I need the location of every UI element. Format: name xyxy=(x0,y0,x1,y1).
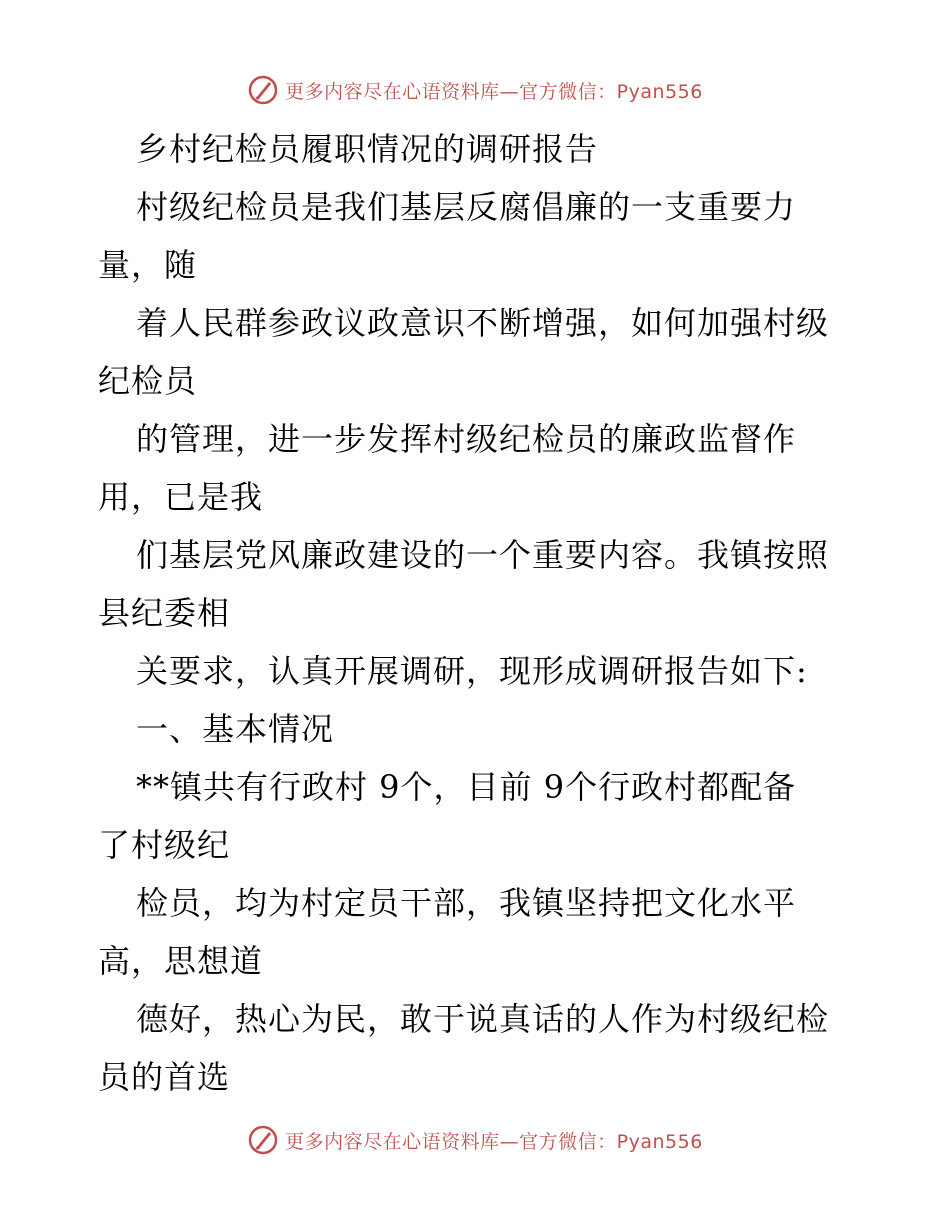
document-line: 了村级纪 xyxy=(98,826,231,864)
document-line: 用，已是我 xyxy=(98,478,264,516)
quill-logo-icon xyxy=(247,74,279,106)
document-line: **镇共有行政村 9个，目前 9个行政村都配备 xyxy=(136,768,797,806)
document-line: 检员，均为村定员干部，我镇坚持把文化水平 xyxy=(136,884,797,922)
footer-watermark-text: 更多内容尽在心语资料库—官方微信：Pyan556 xyxy=(285,1130,703,1153)
document-line: 关要求，认真开展调研，现形成调研报告如下: xyxy=(136,652,808,690)
document-line: 员的首选 xyxy=(98,1058,231,1096)
document-line: 量，随 xyxy=(98,246,198,284)
document-line: 村级纪检员是我们基层反腐倡廉的一支重要力 xyxy=(136,188,797,226)
document-line: 高，思想道 xyxy=(98,942,264,980)
document-line: 一、基本情况 xyxy=(136,710,335,748)
document-line: 们基层党风廉政建设的一个重要内容。我镇按照 xyxy=(136,536,830,574)
document-line: 纪检员 xyxy=(98,362,198,400)
document-line: 德好，热心为民，敢于说真话的人作为村级纪检 xyxy=(136,1000,830,1038)
header-watermark-banner xyxy=(0,70,950,110)
quill-logo-icon xyxy=(247,1124,279,1156)
document-body xyxy=(98,120,858,1106)
document-line: 着人民群参政议政意识不断增强，如何加强村级 xyxy=(136,304,830,342)
document-line: 乡村纪检员履职情况的调研报告 xyxy=(136,130,599,168)
footer-watermark-banner xyxy=(0,1120,950,1160)
header-watermark-text: 更多内容尽在心语资料库—官方微信：Pyan556 xyxy=(285,80,703,103)
document-line: 县纪委相 xyxy=(98,594,231,632)
document-line: 的管理，进一步发挥村级纪检员的廉政监督作 xyxy=(136,420,797,458)
